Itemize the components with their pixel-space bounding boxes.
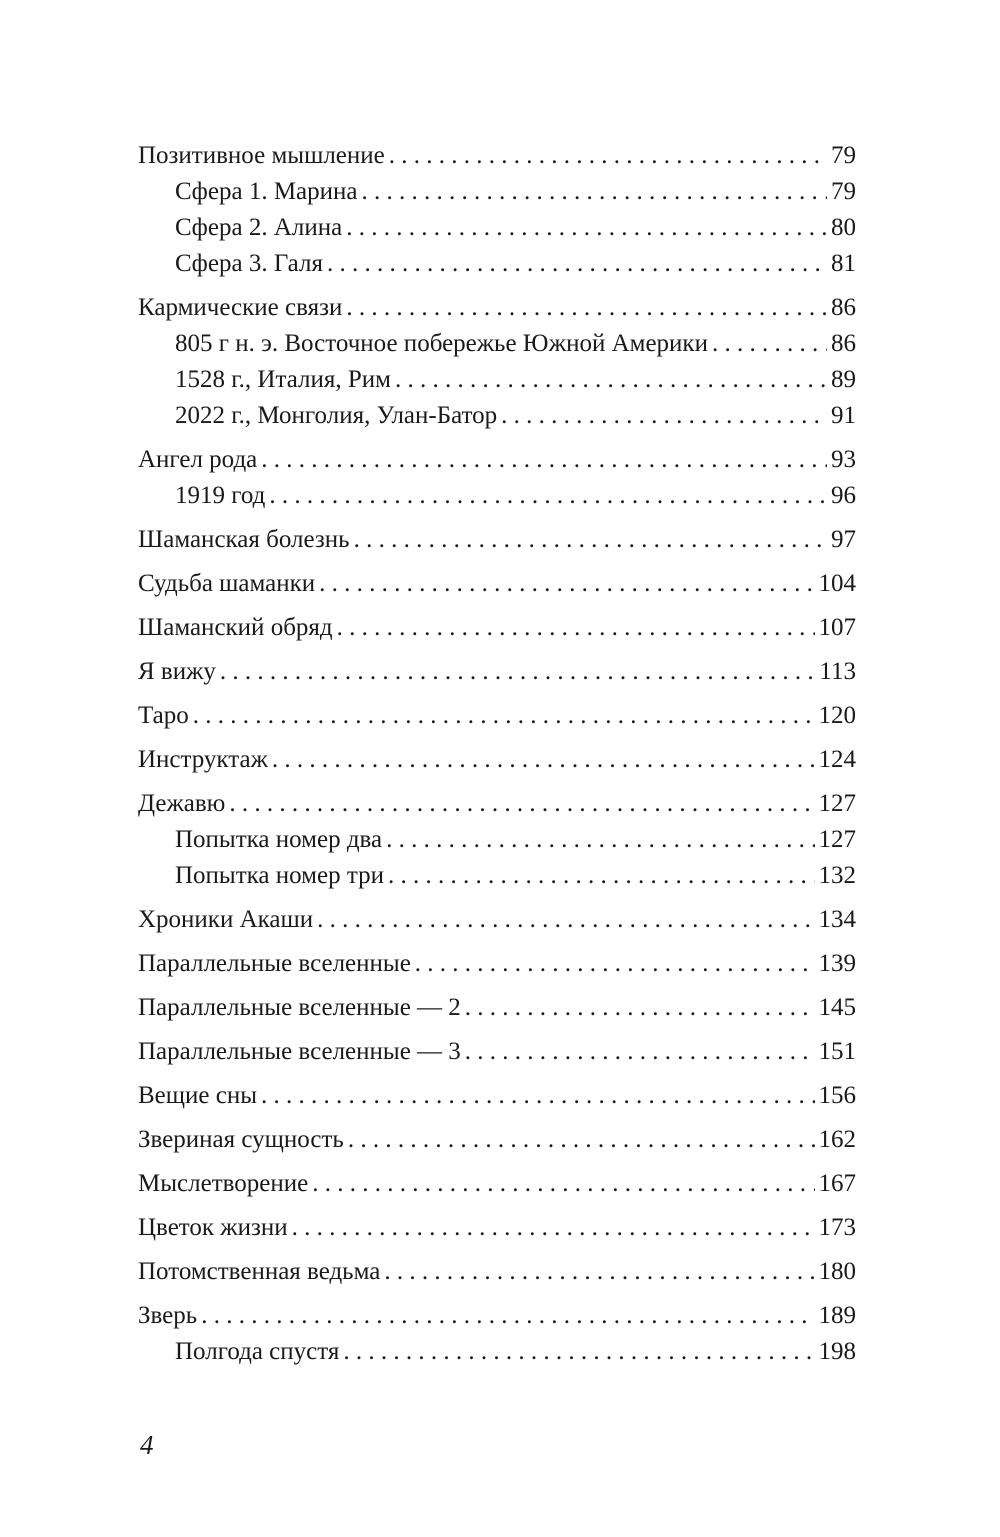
toc-subentry <box>138 362 856 398</box>
toc-entry-title: Сфера 2. Алина <box>175 214 343 241</box>
toc-entry-title: 1528 г., Италия, Рим <box>175 366 391 393</box>
toc-entry-title: Сфера 3. Галя <box>175 250 323 277</box>
toc-entry-title: Зверь <box>138 1302 198 1329</box>
toc-entry-title: Судьба шаманки <box>138 570 316 597</box>
toc-entry-title: Вещие сны <box>138 1082 258 1109</box>
toc-entry-page: 198 <box>818 1338 856 1365</box>
toc-entry <box>138 442 856 478</box>
toc-entry-page: 96 <box>831 482 856 509</box>
toc-entry-page: 79 <box>831 142 856 169</box>
toc-entry-title: Звериная сущность <box>138 1126 344 1153</box>
toc-entry-page: 97 <box>831 526 856 553</box>
dot-leader <box>362 174 828 210</box>
toc-subentry <box>138 858 856 894</box>
dot-leader <box>292 1210 815 1246</box>
toc-entry-page: 86 <box>831 294 856 321</box>
toc-entry-title: Сфера 1. Марина <box>175 178 358 205</box>
toc-entry-page: 86 <box>831 330 856 357</box>
dot-leader <box>415 946 815 982</box>
dot-leader <box>395 362 827 398</box>
toc-entry-title: 2022 г., Монголия, Улан-Батор <box>175 402 498 429</box>
toc-entry <box>138 1298 856 1334</box>
toc-entry-title: 1919 год <box>175 482 266 509</box>
toc-subentry <box>138 478 856 514</box>
toc-entry-page: 107 <box>818 614 856 641</box>
toc-entry-title: Дежавю <box>138 790 226 817</box>
toc-entry-title: Шаманская болезнь <box>138 526 350 553</box>
dot-leader <box>193 698 815 734</box>
toc-entry <box>138 902 856 938</box>
toc-entry-title: Параллельные вселенные <box>138 950 411 977</box>
dot-leader <box>229 786 814 822</box>
toc-entry <box>138 290 856 326</box>
toc-entry-page: 145 <box>818 994 856 1021</box>
dot-leader <box>346 290 827 326</box>
dot-leader <box>312 1166 814 1202</box>
toc-entry-title: 805 г н. э. Восточное побережье Южной Америки <box>175 330 708 357</box>
dot-leader <box>501 398 827 434</box>
toc-subentry <box>138 326 856 362</box>
toc-entry-page: 81 <box>831 250 856 277</box>
dot-leader <box>384 1254 814 1290</box>
toc-entry <box>138 1210 856 1246</box>
toc-entry-title: Мыслетворение <box>138 1170 309 1197</box>
toc-entry <box>138 786 856 822</box>
toc-entry-title: Я вижу <box>138 658 216 685</box>
dot-leader <box>465 990 815 1026</box>
toc-entry-page: 167 <box>818 1170 856 1197</box>
dot-leader <box>319 566 814 602</box>
toc-subentry <box>138 398 856 434</box>
toc-entry <box>138 566 856 602</box>
toc-entry-page: 127 <box>818 826 856 853</box>
toc-entry <box>138 522 856 558</box>
dot-leader <box>386 822 814 858</box>
dot-leader <box>465 1034 815 1070</box>
toc-entry-title: Попытка номер два <box>175 826 383 853</box>
toc-subentry <box>138 1334 856 1370</box>
dot-leader <box>261 1078 814 1114</box>
toc-entry <box>138 1122 856 1158</box>
toc-entry-title: Инструктаж <box>138 746 268 773</box>
table-of-contents <box>138 138 856 1370</box>
toc-entry <box>138 990 856 1026</box>
toc-entry-title: Потомственная ведьма <box>138 1258 381 1285</box>
toc-subentry <box>138 822 856 858</box>
dot-leader <box>201 1298 814 1334</box>
dot-leader <box>346 210 827 246</box>
toc-entry-page: 180 <box>818 1258 856 1285</box>
toc-subentry <box>138 246 856 282</box>
toc-entry-page: 124 <box>818 746 856 773</box>
toc-entry <box>138 742 856 778</box>
dot-leader <box>272 742 815 778</box>
toc-entry <box>138 654 856 690</box>
dot-leader <box>261 442 827 478</box>
toc-entry <box>138 698 856 734</box>
dot-leader <box>348 1122 815 1158</box>
toc-entry-title: Шаманский обряд <box>138 614 333 641</box>
toc-entry-page: 189 <box>818 1302 856 1329</box>
toc-entry-title: Параллельные вселенные — 3 <box>138 1038 461 1065</box>
dot-leader <box>327 246 827 282</box>
toc-entry-page: 89 <box>831 366 856 393</box>
toc-entry-page: 132 <box>818 862 856 889</box>
toc-subentry <box>138 174 856 210</box>
toc-entry-title: Полгода спустя <box>175 1338 340 1365</box>
toc-entry-page: 173 <box>818 1214 856 1241</box>
toc-entry-title: Позитивное мышление <box>138 142 385 169</box>
dot-leader <box>712 326 827 362</box>
toc-entry-title: Таро <box>138 702 189 729</box>
toc-entry-page: 139 <box>818 950 856 977</box>
dot-leader <box>389 138 827 174</box>
toc-entry-title: Цветок жизни <box>138 1214 288 1241</box>
toc-entry <box>138 1078 856 1114</box>
toc-entry-page: 162 <box>818 1126 856 1153</box>
toc-entry-page: 104 <box>818 570 856 597</box>
toc-entry-title: Попытка номер три <box>175 862 384 889</box>
toc-entry-page: 113 <box>819 658 856 685</box>
toc-entry <box>138 1034 856 1070</box>
toc-entry-title: Параллельные вселенные — 2 <box>138 994 461 1021</box>
toc-entry-page: 156 <box>818 1082 856 1109</box>
toc-entry-title: Хроники Акаши <box>138 906 314 933</box>
toc-entry <box>138 1166 856 1202</box>
toc-subentry <box>138 210 856 246</box>
toc-entry-page: 120 <box>818 702 856 729</box>
page-number: 4 <box>140 1430 154 1460</box>
dot-leader <box>269 478 827 514</box>
dot-leader <box>337 610 815 646</box>
toc-entry-page: 80 <box>831 214 856 241</box>
toc-entry <box>138 138 856 174</box>
toc-entry <box>138 1254 856 1290</box>
toc-entry-title: Кармические связи <box>138 294 343 321</box>
toc-entry <box>138 610 856 646</box>
toc-entry-page: 134 <box>818 906 856 933</box>
toc-entry-title: Ангел рода <box>138 446 258 473</box>
dot-leader <box>354 522 827 558</box>
toc-entry-page: 91 <box>831 402 856 429</box>
toc-entry-page: 127 <box>818 790 856 817</box>
toc-entry-page: 79 <box>831 178 856 205</box>
dot-leader <box>317 902 814 938</box>
toc-entry-page: 151 <box>818 1038 856 1065</box>
dot-leader <box>220 654 816 690</box>
toc-entry <box>138 946 856 982</box>
toc-entry-page: 93 <box>831 446 856 473</box>
dot-leader <box>388 858 815 894</box>
dot-leader <box>343 1334 814 1370</box>
